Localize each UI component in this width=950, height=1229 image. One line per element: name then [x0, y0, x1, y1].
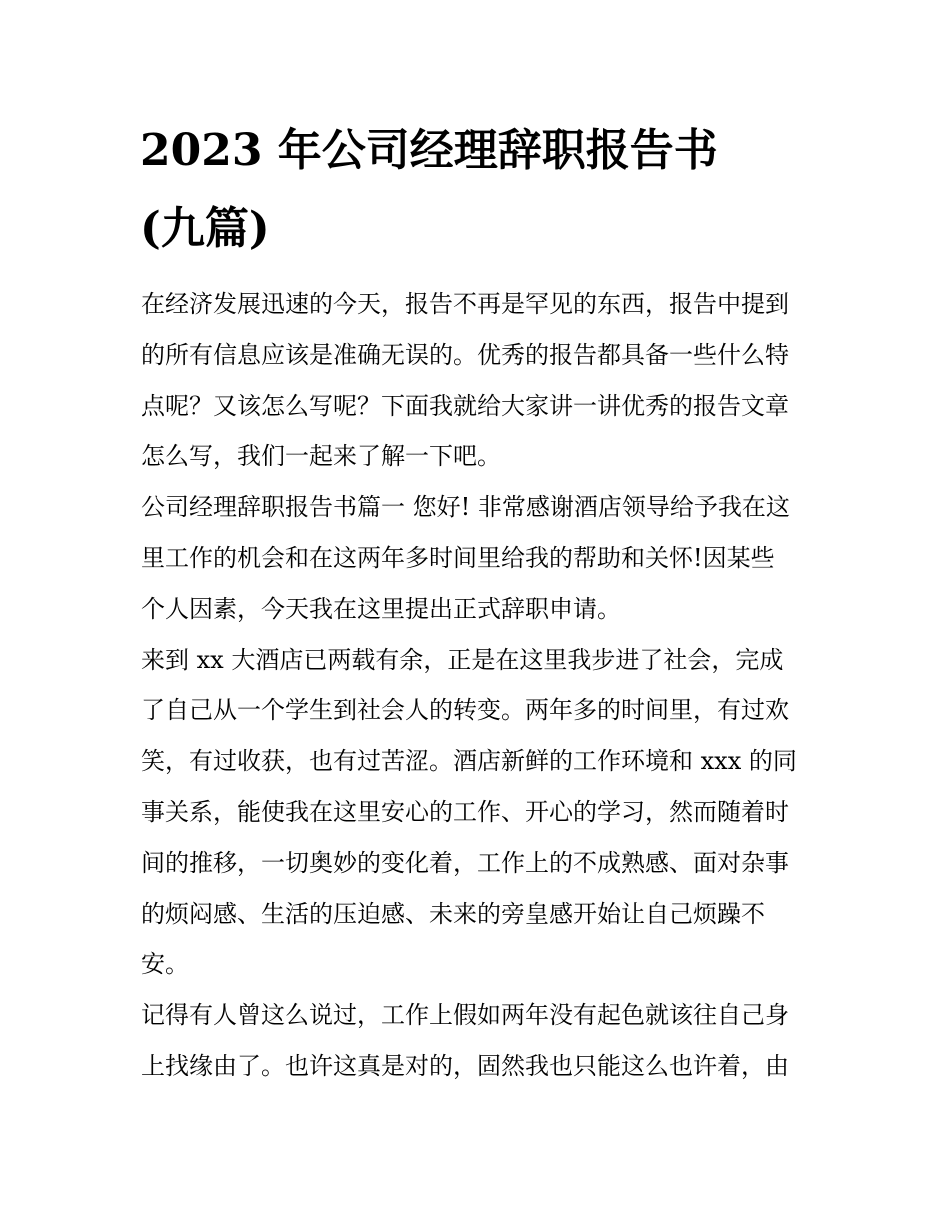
body-line: 个人因素，今天我在这里提出正式辞职申请。 [141, 594, 621, 623]
body-line: 公司经理辞职报告书篇一 您好! 非常感谢酒店领导给予我在这 [141, 493, 790, 522]
body-line: 的所有信息应该是准确无误的。优秀的报告都具备一些什么特 [141, 340, 789, 369]
document-body [141, 279, 821, 1092]
body-line: 安。 [141, 950, 189, 979]
body-line: 在经济发展迅速的今天，报告不再是罕见的东西，报告中提到 [141, 290, 789, 318]
title-line: 2023 年公司经理辞职报告书 [140, 125, 718, 176]
body-line: 的烦闷感、生活的压迫感、未来的旁皇感开始让自己烦躁不 [141, 899, 765, 928]
body-line: 点呢？又该怎么写呢？下面我就给大家讲一讲优秀的报告文章 [141, 391, 789, 420]
body-line: 间的推移，一切奥妙的变化着，工作上的不成熟感、面对杂事 [141, 848, 789, 877]
body-line: 里工作的机会和在这两年多时间里给我的帮助和关怀!因某些 [141, 543, 775, 572]
body-line: 上找缘由了。也许这真是对的，固然我也只能这么也许着，由 [141, 1051, 789, 1080]
body-line: 来到 xx 大酒店已两载有余，正是在这里我步进了社会，完成 [141, 645, 784, 674]
body-line: 笑，有过收获，也有过苦涩。酒店新鲜的工作环境和 xxx 的同 [141, 747, 797, 776]
title-line: (九篇) [140, 203, 270, 254]
document-title [140, 112, 820, 268]
body-line: 了自己从一个学生到社会人的转变。两年多的时间里，有过欢 [141, 696, 789, 725]
body-line: 记得有人曾这么说过，工作上假如两年没有起色就该往自己身 [141, 1001, 789, 1030]
body-line: 怎么写，我们一起来了解一下吧。 [141, 442, 501, 471]
body-line: 事关系，能使我在这里安心的工作、开心的学习，然而随着时 [141, 797, 789, 826]
